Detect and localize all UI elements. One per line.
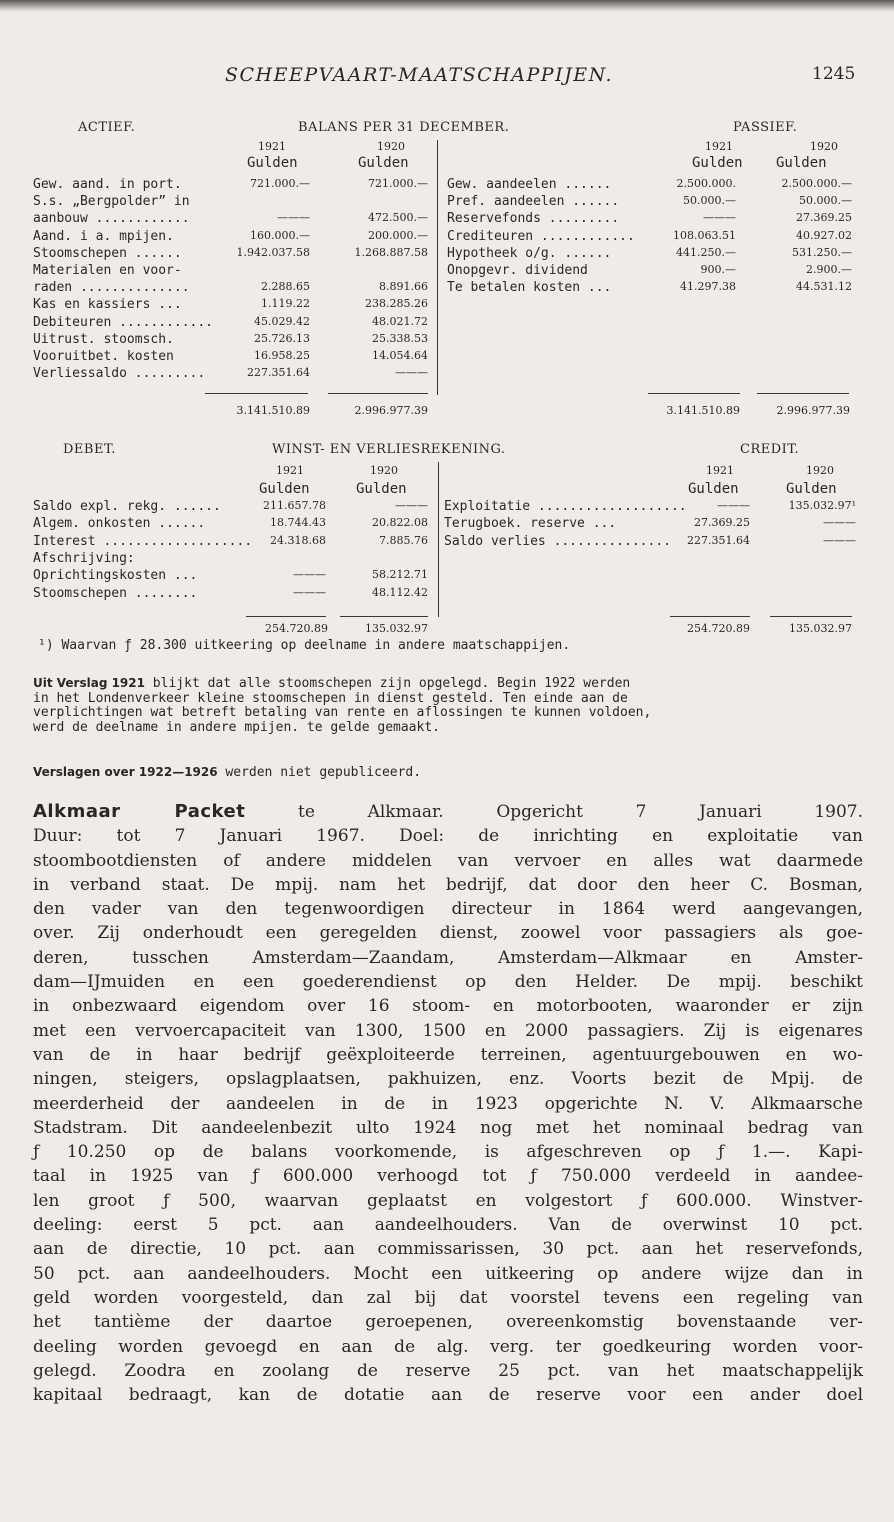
sum-rule	[648, 393, 740, 394]
sum-rule	[670, 616, 750, 617]
article-line	[33, 1286, 863, 1310]
table-row	[444, 499, 856, 516]
row-value-v1921: ———	[277, 211, 310, 225]
report-note-rest: werden niet gepubliceerd.	[217, 765, 422, 780]
article-line-text: deeling worden gevoegd en aan de alg. verg. ter goedkeuring worden voor-	[33, 1336, 863, 1357]
row-value-v1921: 441.250.—	[676, 245, 736, 259]
year-1920: 1920	[370, 464, 398, 477]
row-value-v1921: 25.726.13	[254, 331, 310, 345]
row-label: Gew. aand. in port.	[33, 177, 182, 192]
unit-label: Gulden	[356, 481, 407, 497]
column-divider	[438, 462, 439, 617]
row-value-v1921: 41.297.38	[680, 280, 736, 294]
row-value-v1921: 2.500.000.	[676, 177, 736, 190]
article-line-text: van de in haar bedrijf geëxploiteerde terreinen, agentuurgebouwen en wo-	[33, 1044, 863, 1065]
article-line-text: deeling: eerst 5 pct. aan aandeelhouders. Van de overwinst 10 pct.	[33, 1215, 863, 1236]
article-line-text: in verband staat. De mpij. nam het bedrijf, dat door den heer C. Bosman,	[33, 874, 863, 895]
row-value-v1920: 14.054.64	[372, 349, 428, 362]
table-row	[33, 349, 433, 366]
row-value-v1920: 135.032.97¹	[788, 499, 856, 512]
article-line	[33, 1019, 863, 1043]
row-label: aanbouw ............	[33, 211, 190, 227]
footnote: ¹) Waarvan ƒ 28.300 uitkeering op deelname in andere maatschappijen.	[38, 638, 571, 653]
article-line-text: te Alkmaar. Opgericht 7 Januari 1907.	[245, 802, 863, 822]
table-row	[33, 177, 433, 194]
unit-label: Gulden	[786, 481, 837, 497]
row-value-v1921: ———	[703, 211, 736, 225]
article-line	[33, 1164, 863, 1188]
table-row	[33, 229, 433, 246]
row-value-v1921: 50.000.—	[683, 194, 736, 208]
table-row	[33, 280, 433, 297]
article-line-text: len groot ƒ 500, waarvan geplaatst en volgestort ƒ 600.000. Winstver-	[33, 1190, 863, 1211]
table-row	[33, 551, 433, 568]
report-paragraph	[33, 676, 651, 735]
article-line-text: over. Zij onderhoudt een geregelden dienst, zoowel voor passagiers als goe-	[33, 923, 863, 944]
row-value-v1921: 227.351.64	[687, 533, 750, 547]
article-line-text: met een vervoercapaciteit van 1300, 1500 en 2000 passagiers. Zij is eigenares	[33, 1020, 863, 1041]
table-row	[444, 534, 856, 551]
row-value-v1921: 16.958.25	[254, 349, 310, 362]
row-label: Verliessaldo .........	[33, 366, 206, 382]
article-line	[33, 1092, 863, 1116]
company-article	[33, 800, 863, 1407]
article-line	[33, 1043, 863, 1067]
year-1921: 1921	[705, 140, 733, 153]
row-value-v1921: 160.000.—	[250, 228, 310, 242]
row-value-v1920: 44.531.12	[796, 280, 852, 294]
row-label: Hypotheek o/g. ......	[447, 245, 612, 261]
total-actief-1921: 3.141.510.89	[236, 404, 310, 417]
article-line	[33, 897, 863, 921]
row-value-v1920: 50.000.—	[799, 194, 852, 208]
table-row	[33, 499, 433, 516]
row-value-v1920: 48.021.72	[372, 314, 428, 328]
row-value-v1920: 1.268.887.58	[354, 245, 428, 259]
row-label: Stoomschepen ........	[33, 585, 198, 601]
row-value-v1920: 721.000.—	[368, 177, 428, 190]
row-value-v1920: 7.885.76	[379, 533, 428, 547]
table-row	[444, 516, 856, 533]
sum-rule	[757, 393, 849, 394]
article-line	[33, 1067, 863, 1091]
article-line-text: in onbezwaard eigendom over 16 stoom- en motorbooten, waaronder er zijn	[33, 996, 863, 1017]
sum-rule	[770, 616, 852, 617]
total-credit-1921: 254.720.89	[687, 622, 750, 635]
article-line-text: taal in 1925 van ƒ 600.000 verhoogd tot ƒ 750.000 verdeeld in aandee-	[33, 1166, 863, 1187]
running-header: SCHEEPVAART-MAATSCHAPPIJEN.	[225, 64, 614, 86]
row-label: Saldo expl. rekg. ......	[33, 499, 221, 514]
row-value-v1921: ———	[717, 499, 750, 512]
sum-rule	[328, 393, 428, 394]
row-value-v1921: 1.942.037.58	[236, 245, 310, 259]
row-value-v1921: 27.369.25	[694, 516, 750, 530]
report-line: verplichtingen wat betreft betaling van rente en aflossingen te kunnen voldoen,	[33, 705, 652, 720]
article-line	[33, 994, 863, 1018]
row-value-v1920: 2.900.—	[806, 263, 852, 276]
row-value-v1921: 45.029.42	[254, 314, 310, 328]
column-divider	[437, 140, 438, 395]
article-line	[33, 1189, 863, 1213]
row-label: Gew. aandeelen ......	[447, 177, 612, 192]
table-row	[447, 246, 857, 263]
row-value-v1921: 18.744.43	[270, 516, 326, 530]
report-line: in het Londenverkeer kleine stoomschepen in dienst gesteld. Ten einde aan de	[33, 690, 628, 706]
table-row	[447, 280, 857, 297]
passief-heading: PASSIEF.	[733, 120, 798, 135]
row-value-v1920: ———	[823, 516, 856, 530]
table-row	[33, 211, 433, 228]
article-line	[33, 1383, 863, 1407]
row-value-v1920: 48.112.42	[372, 585, 428, 599]
article-line-text: 50 pct. aan aandeelhouders. Mocht een uitkeering op andere wijze dan in	[33, 1263, 863, 1284]
report-lead: Uit Verslag 1921	[33, 676, 145, 690]
company-name: Alkmaar Packet	[33, 801, 246, 822]
table-row	[33, 315, 433, 332]
article-line	[33, 849, 863, 873]
article-line	[33, 1237, 863, 1261]
row-label: Vooruitbet. kosten	[33, 349, 174, 364]
article-line-text: meerderheid der aandeelen in de in 1923 opgerichte N. V. Alkmaarsche	[33, 1093, 863, 1114]
table-row	[33, 366, 433, 383]
article-line	[33, 970, 863, 994]
year-1920: 1920	[377, 140, 405, 153]
row-label: Onopgevr. dividend	[447, 263, 588, 278]
row-label: Kas en kassiers ...	[33, 297, 182, 313]
row-value-v1920: 25.338.53	[372, 331, 428, 345]
row-value-v1921: 1.119.22	[261, 297, 310, 311]
row-label: Reservefonds .........	[447, 211, 620, 227]
pl-title: WINST- EN VERLIESREKENING.	[272, 442, 506, 457]
article-line	[33, 921, 863, 945]
article-line	[33, 1335, 863, 1359]
article-line	[33, 946, 863, 970]
total-debet-1921: 254.720.89	[265, 622, 328, 635]
row-label: Materialen en voor-	[33, 263, 182, 278]
article-line-text: Stadstram. Dit aandeelenbezit ulto 1924 nog met het nominaal bedrag van	[33, 1117, 863, 1138]
page-edge-shadow	[0, 0, 894, 12]
report-note	[33, 765, 421, 781]
row-value-v1921: 24.318.68	[270, 533, 326, 547]
report-note-lead: Verslagen over 1922—1926	[33, 765, 218, 779]
row-label: Afschrijving:	[33, 550, 135, 566]
table-row	[33, 194, 433, 211]
unit-label: Gulden	[688, 481, 739, 497]
article-line-text: ƒ 10.250 op de balans voorkomende, is afgeschreven op ƒ 1.—. Kapi-	[33, 1142, 863, 1163]
row-value-v1921: ———	[293, 568, 326, 582]
article-line	[33, 800, 863, 824]
row-label: Stoomschepen ......	[33, 245, 182, 261]
year-1921: 1921	[258, 140, 286, 153]
row-value-v1921: 900.—	[700, 263, 736, 276]
row-label: Terugboek. reserve ...	[444, 516, 617, 532]
row-value-v1921: 2.288.65	[261, 280, 310, 294]
actief-heading: ACTIEF.	[78, 120, 136, 135]
table-row	[447, 194, 857, 211]
article-line	[33, 1140, 863, 1164]
article-line	[33, 824, 863, 848]
article-line	[33, 1116, 863, 1140]
row-value-v1921: 721.000.—	[250, 177, 310, 190]
row-label: Uitrust. stoomsch.	[33, 331, 174, 347]
row-value-v1920: ———	[395, 366, 428, 380]
table-row	[33, 246, 433, 263]
unit-label: Gulden	[692, 155, 743, 171]
unit-label: Gulden	[776, 155, 827, 171]
total-passief-1921: 3.141.510.89	[666, 404, 740, 417]
year-1921: 1921	[276, 464, 304, 477]
row-value-v1920: 40.927.02	[796, 228, 852, 242]
year-1920: 1920	[810, 140, 838, 153]
table-row	[447, 229, 857, 246]
article-line-text: Duur: tot 7 Januari 1967. Doel: de inrichting en exploitatie van	[33, 826, 863, 847]
table-row	[447, 211, 857, 228]
article-line	[33, 1262, 863, 1286]
table-row	[33, 263, 433, 280]
sum-rule	[205, 393, 308, 394]
sum-rule	[246, 616, 326, 617]
table-row	[447, 177, 857, 194]
unit-label: Gulden	[247, 155, 298, 171]
article-line-text: het tantième der daartoe geroepenen, overeenkomstig bovenstaande ver-	[33, 1312, 863, 1333]
row-value-v1920: 27.369.25	[796, 211, 852, 225]
row-label: Oprichtingskosten ...	[33, 568, 198, 584]
row-value-v1920: 8.891.66	[379, 280, 428, 294]
row-label: Interest ...................	[33, 533, 253, 549]
article-line-text: den vader van den tegenwoordigen directeur in 1864 werd aangevangen,	[33, 899, 863, 920]
row-label: Crediteuren ............	[447, 228, 635, 244]
row-value-v1921: 211.657.78	[263, 499, 326, 512]
report-line: werd de deelname in andere mpijen. te gelde gemaakt.	[33, 719, 440, 735]
total-actief-1920: 2.996.977.39	[354, 404, 428, 417]
row-value-v1920: 200.000.—	[368, 228, 428, 242]
sum-rule	[340, 616, 428, 617]
table-row	[33, 297, 433, 314]
total-debet-1920: 135.032.97	[365, 622, 428, 635]
article-line	[33, 1359, 863, 1383]
table-row	[33, 534, 433, 551]
total-credit-1920: 135.032.97	[789, 622, 852, 635]
row-value-v1920: 20.822.08	[372, 516, 428, 530]
unit-label: Gulden	[358, 155, 409, 171]
row-label: raden ..............	[33, 280, 190, 296]
table-row	[33, 516, 433, 533]
article-line-text: kapitaal bedraagt, kan de dotatie aan de reserve voor een ander doel	[33, 1385, 863, 1406]
row-value-v1920: ———	[395, 499, 428, 512]
row-value-v1920: 472.500.—	[368, 211, 428, 225]
row-value-v1920: 531.250.—	[792, 245, 852, 259]
table-row	[447, 263, 857, 280]
table-row	[33, 568, 433, 585]
article-line-text: geld worden voorgesteld, dan zal bij dat voorstel tevens een regeling van	[33, 1287, 863, 1308]
row-value-v1921: ———	[293, 585, 326, 599]
row-value-v1920: 2.500.000.—	[781, 177, 852, 190]
row-label: Saldo verlies ...............	[444, 533, 671, 549]
credit-heading: CREDIT.	[740, 442, 800, 457]
row-value-v1921: 108.063.51	[673, 228, 736, 242]
year-1920: 1920	[806, 464, 834, 477]
article-line-text: stoombootdiensten of andere middelen van vervoer en alles wat daarmede	[33, 850, 863, 871]
row-label: Aand. i a. mpijen.	[33, 228, 174, 244]
table-row	[33, 332, 433, 349]
article-line	[33, 873, 863, 897]
debet-heading: DEBET.	[63, 442, 116, 457]
row-value-v1921: 227.351.64	[247, 366, 310, 380]
article-line-text: gelegd. Zoodra en zoolang de reserve 25 pct. van het maatschappelijk	[33, 1360, 863, 1381]
article-line-text: ningen, steigers, opslagplaatsen, pakhuizen, enz. Voorts bezit de Mpij. de	[33, 1069, 863, 1090]
total-passief-1920: 2.996.977.39	[776, 404, 850, 417]
row-label: Te betalen kosten ...	[447, 280, 612, 296]
table-row	[33, 586, 433, 603]
unit-label: Gulden	[259, 481, 310, 497]
row-label: S.s. „Bergpolder” in	[33, 194, 190, 210]
article-line-text: aan de directie, 10 pct. aan commissarissen, 30 pct. aan het reservefonds,	[33, 1239, 863, 1260]
row-label: Pref. aandeelen ......	[447, 194, 620, 210]
row-value-v1920: ———	[823, 533, 856, 547]
page-number: 1245	[812, 64, 856, 84]
article-line-text: deren, tusschen Amsterdam—Zaandam, Amsterdam—Alkmaar en Amster-	[33, 947, 863, 968]
row-value-v1920: 238.285.26	[365, 297, 428, 311]
article-line	[33, 1213, 863, 1237]
article-line	[33, 1310, 863, 1334]
row-label: Algem. onkosten ......	[33, 516, 206, 532]
article-line-text: dam—IJmuiden en een goederendienst op den Helder. De mpij. beschikt	[33, 972, 863, 993]
row-value-v1920: 58.212.71	[372, 568, 428, 582]
row-label: Exploitatie ...................	[444, 499, 687, 514]
report-line: blijkt dat alle stoomschepen zijn opgelegd. Begin 1922 werden	[144, 676, 631, 691]
year-1921: 1921	[706, 464, 734, 477]
balance-title: BALANS PER 31 DECEMBER.	[298, 120, 510, 135]
row-label: Debiteuren ............	[33, 314, 214, 330]
